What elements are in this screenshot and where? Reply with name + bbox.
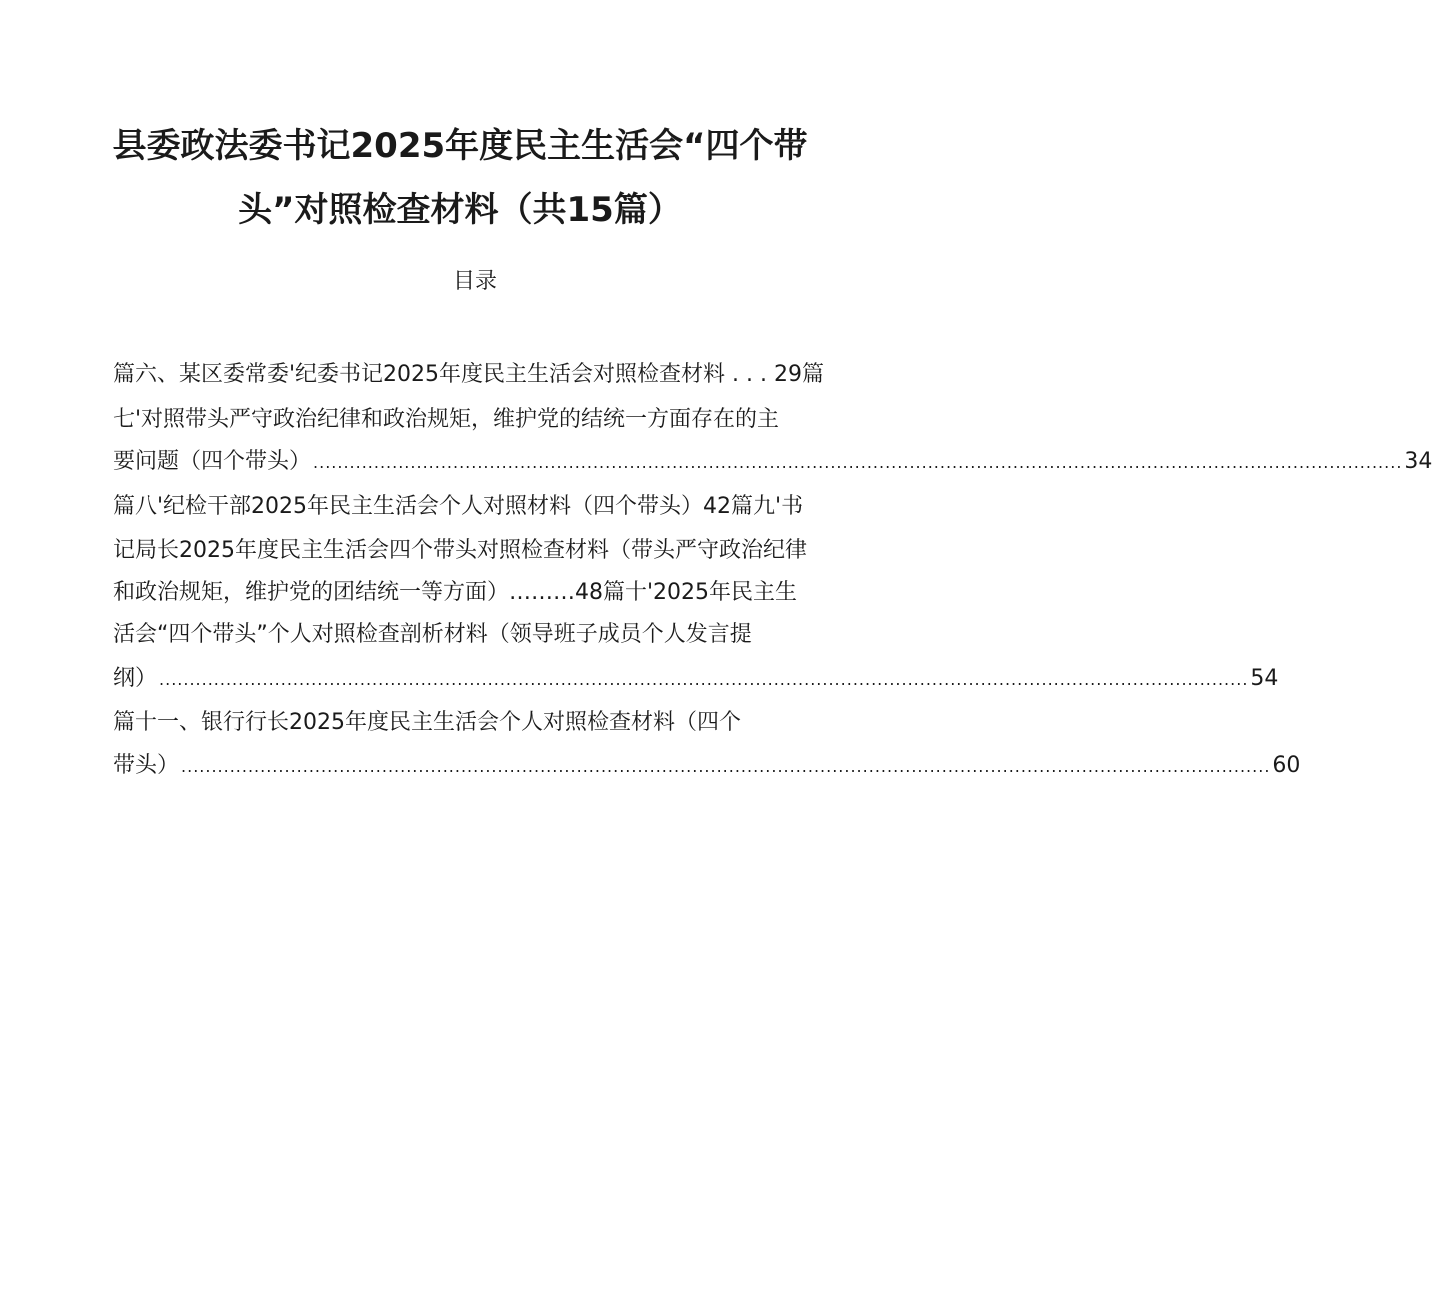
- toc-page-number: 54: [1250, 666, 1279, 691]
- toc-line[interactable]: [113, 405, 779, 435]
- toc-line[interactable]: [113, 536, 807, 566]
- toc-line[interactable]: [113, 447, 1432, 477]
- toc-entry-text: 和政治规矩，维护党的团结统一等方面）………48篇十'2025年民主生: [113, 580, 798, 605]
- toc-line[interactable]: [113, 360, 824, 390]
- dot-leader: ...................................................................................................................................................................................: [159, 670, 1249, 689]
- toc-line[interactable]: [113, 664, 1279, 694]
- toc-line[interactable]: [113, 751, 1301, 781]
- toc-page-number: 34: [1404, 449, 1432, 474]
- document-title-line-2: 头”对照检查材料（共15篇）: [238, 190, 682, 230]
- toc-entry-text: 带头）: [113, 753, 180, 778]
- toc-entry-text: 记局长2025年度民主生活会四个带头对照检查材料（带头严守政治纪律: [113, 538, 807, 563]
- toc-entry-text: 活会“四个带头”个人对照检查剖析材料（领导班子成员个人发言提: [113, 622, 752, 647]
- toc-entry-text: 要问题（四个带头）: [113, 449, 312, 474]
- toc-entry-text: 篇十一、银行行长2025年度民主生活会个人对照检查材料（四个: [113, 710, 741, 735]
- toc-line[interactable]: [113, 708, 741, 738]
- toc-line[interactable]: [113, 578, 797, 608]
- document-title-line-1: 县委政法委书记2025年度民主生活会“四个带: [112, 126, 808, 166]
- toc-entry-text: 纲）: [113, 666, 158, 691]
- toc-page-number: 60: [1272, 753, 1301, 778]
- toc-entry-text: 篇八'纪检干部2025年民主生活会个人对照材料（四个带头）42篇九'书: [113, 494, 804, 519]
- toc-line[interactable]: [113, 492, 803, 522]
- toc-heading: 目录: [452, 269, 497, 294]
- toc-entry-text: 七'对照带头严守政治纪律和政治规矩，维护党的结统一方面存在的主: [113, 407, 780, 432]
- toc-line[interactable]: [113, 620, 752, 650]
- dot-leader: ...................................................................................................................................................................................: [181, 757, 1271, 776]
- dot-leader: ...................................................................................................................................................................................: [313, 453, 1403, 472]
- toc-entry-text: 篇六、某区委常委'纪委书记2025年度民主生活会对照检查材料 . . . 29篇: [113, 362, 824, 387]
